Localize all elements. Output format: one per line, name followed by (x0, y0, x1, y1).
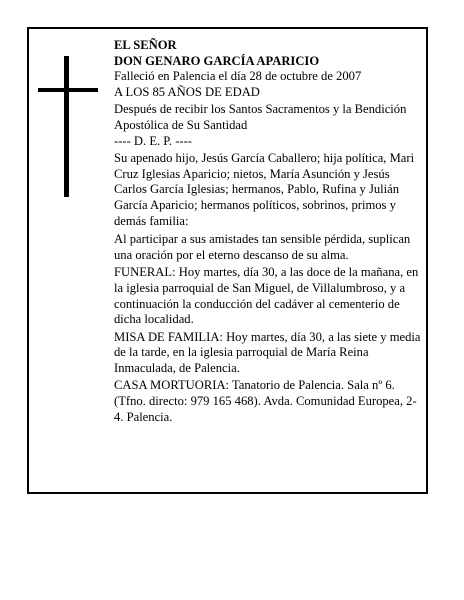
mortuary-paragraph: CASA MORTUORIA: Tanatorio de Palencia. Sala nº 6. (Tfno. directo: 979 165 468). Avda. Comunidad Europea, 2-4. Palencia. (114, 378, 417, 424)
latin-cross-icon (38, 56, 98, 197)
family-paragraph: Su apenado hijo, Jesús García Caballero; hija política, Mari Cruz Iglesias Aparicio; nietos, María Asunción y Jesús Carlos García Iglesias; hermanos, Pablo, Rufina y Julián García Aparicio; hermanos políticos, sobrinos, primos y demás familia: (114, 151, 415, 228)
obituary-text (114, 38, 422, 425)
family-mass-paragraph: MISA DE FAMILIA: Hoy martes, día 30, a las siete y media de la tarde, en la iglesia parroquial de María Reina Inmaculada, de Palencia. (114, 329, 421, 375)
age-line: A LOS 85 AÑOS DE EDAD (114, 84, 260, 99)
death-info: Falleció en Palencia el día 28 de octubre de 2007 (114, 69, 362, 84)
funeral-paragraph: FUNERAL: Hoy martes, día 30, a las doce de la mañana, en la iglesia parroquial de San Miguel, de Villalumbroso, y a continuación la conducción del cadáver al cementerio de dicha localidad. (114, 265, 419, 327)
notice-title-line2: DON GENARO GARCÍA APARICIO (114, 53, 320, 68)
notice-title-line1: EL SEÑOR (114, 38, 177, 52)
cross-horizontal-bar (38, 88, 98, 92)
cross-vertical-bar (64, 56, 69, 197)
sacraments-line: Después de recibir los Santos Sacramentos y la Bendición Apostólica de Su Santidad (114, 102, 407, 132)
request-paragraph: Al participar a sus amistades tan sensible pérdida, suplican una oración por el eterno descanso de su alma. (114, 232, 411, 262)
dep-line: ---- D. E. P. ---- (114, 133, 192, 148)
